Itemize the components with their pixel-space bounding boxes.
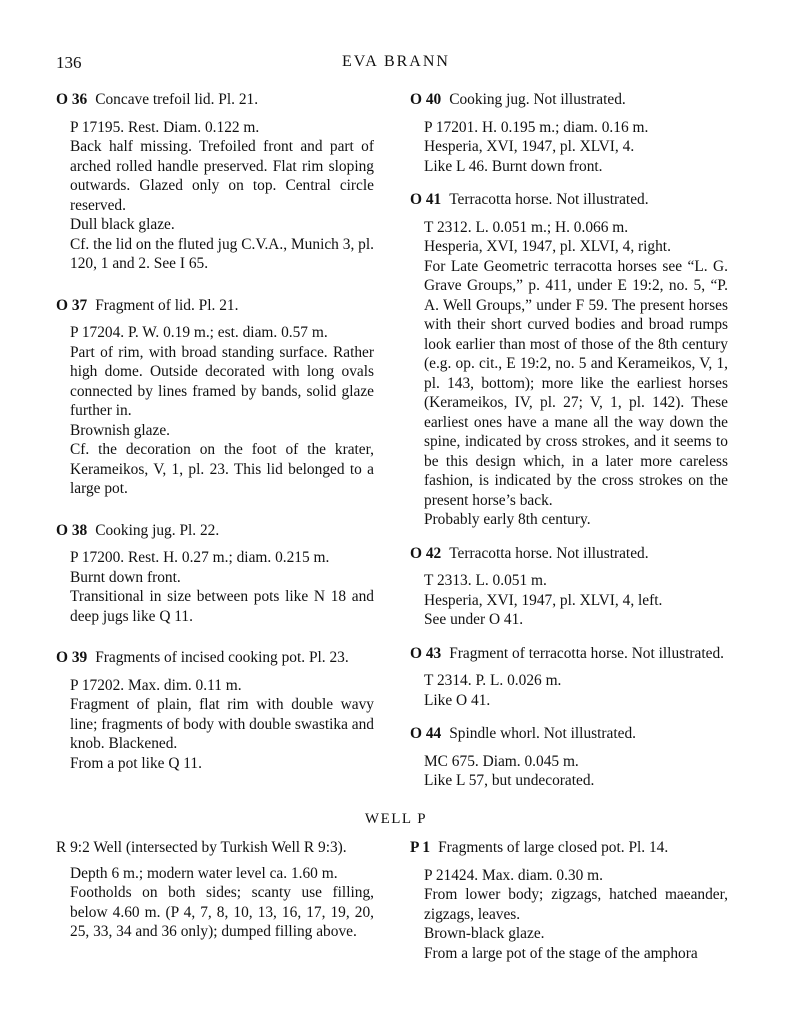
entry-reference: Hesperia, XVI, 1947, pl. XLVI, 4. [424,138,635,155]
well-location: R 9:2 Well (intersected by Turkish Well R 9:3). [56,839,347,856]
entry-id: O 42 [410,544,442,562]
page-number: 136 [56,53,82,72]
entry-comparison: From a large pot of the stage of the amphora [424,944,698,962]
entry-comparison: From a pot like Q 11. [70,754,202,772]
catalogue-entry [410,90,728,176]
entry-glaze: Brownish glaze. [70,421,171,439]
entry-comparison: Like L 46. Burnt down front. [424,157,603,175]
well-description [56,838,374,942]
entry-comparison: See under O 41. [424,611,524,628]
entry-title: Fragments of large closed pot. Pl. 14. [438,839,669,856]
catalogue-entry [410,544,728,630]
entry-title: Cooking jug. Pl. 22. [95,521,220,539]
section-heading: WELL P [364,811,428,827]
entry-id: O 38 [56,521,88,539]
entry-id: P 1 [410,839,431,856]
catalogue-entry [56,521,374,627]
entry-inventory: T 2313. L. 0.051 m. [424,572,547,589]
entry-description: Burnt down front. [70,568,181,586]
catalogue-entry [56,296,374,499]
entry-id: O 40 [410,91,442,108]
entry-inventory: T 2314. P. L. 0.026 m. [424,672,562,689]
entry-inventory: T 2312. L. 0.051 m.; H. 0.066 m. [424,218,629,236]
entry-discussion: For Late Geometric terracotta horses see “L. G. Grave Groups,” p. 411, under E 19:2, no. 5, “P. A. Well Groups,” under F 59. The present horses with their short curved bodies and broad rumps look earlier than most of those of the 8th century (e.g. op. cit., E 19:2, no. 5 and Kerameikos, V, 1, pl. 143, bottom); more like the earliest horses (Kerameikos, IV, pl. 27; V, 1, pl. 142). These earliest ones have a mane all the way down the spine, indicated by cross strokes, and it seems to be this design which, in a later more careless fashion, is indicated by the cross strokes on the present horse’s back. [424,257,728,509]
entry-comparison: Like L 57, but undecorated. [424,772,595,789]
entry-id: O 44 [410,725,442,742]
entry-title: Fragment of lid. Pl. 21. [95,296,239,314]
entry-id: O 37 [56,296,88,314]
entry-id: O 36 [56,91,88,108]
well-footholds: Footholds on both sides; scanty use filling, below 4.60 m. (P 4, 7, 8, 10, 13, 16, 17, 19, 20, 25, 33, 34 and 36 only); dumped filling above. [70,884,374,940]
entry-glaze: Brown-black glaze. [424,925,545,942]
entry-inventory: P 17202. Max. dim. 0.11 m. [70,676,242,694]
entry-title: Fragments of incised cooking pot. Pl. 23. [95,649,349,666]
entry-inventory: P 21424. Max. diam. 0.30 m. [424,866,603,884]
entry-title: Concave trefoil lid. Pl. 21. [95,91,259,108]
catalogue-entry [410,838,728,963]
entry-date: Probably early 8th century. [424,511,591,528]
entry-comparison: Like O 41. [424,691,491,709]
entry-title: Terracotta horse. Not illustrated. [449,191,649,208]
entry-title: Terracotta horse. Not illustrated. [449,544,649,562]
well-depth: Depth 6 m.; modern water level ca. 1.60 m. [70,864,338,882]
entry-id: O 39 [56,649,88,666]
entry-description: Back half missing. Trefoiled front and part of arched rolled handle preserved. Flat rim sloping outwards. Glazed only on top. Central circle reserved. [70,138,374,214]
entry-title: Fragment of terracotta horse. Not illustrated. [449,644,725,662]
left-column [56,90,374,787]
entry-description: From lower body; zigzags, hatched maeander, zigzags, leaves. [424,886,728,923]
entry-glaze: Dull black glaze. [70,216,175,233]
catalogue-entry [410,644,728,711]
entry-comparison: Transitional in size between pots like N 18 and deep jugs like Q 11. [70,588,374,625]
entry-description: Part of rim, with broad standing surface. Rather high dome. Outside decorated with long ovals connected by lines framed by bands, solid glaze further in. [70,343,374,419]
entry-id: O 41 [410,191,442,208]
entry-comparison: Cf. the decoration on the foot of the krater, Kerameikos, V, 1, pl. 23. This lid belonged to a large pot. [70,441,374,497]
entry-description: Fragment of plain, flat rim with double wavy line; fragments of body with double swastika and knob. Blackened. [70,696,374,752]
entry-inventory: P 17200. Rest. H. 0.27 m.; diam. 0.215 m. [70,549,330,566]
right-column [410,90,728,805]
entry-inventory: MC 675. Diam. 0.045 m. [424,752,579,770]
catalogue-entry [56,648,374,773]
catalogue-entry [56,90,374,274]
running-title: EVA BRANN [342,53,450,70]
entry-reference: Hesperia, XVI, 1947, pl. XLVI, 4, left. [424,591,663,609]
entry-inventory: P 17204. P. W. 0.19 m.; est. diam. 0.57 m. [70,324,328,341]
entry-title: Spindle whorl. Not illustrated. [449,725,637,742]
catalogue-entry [410,190,728,530]
entry-comparison: Cf. the lid on the fluted jug C.V.A., Munich 3, pl. 120, 1 and 2. See I 65. [70,235,374,272]
entry-id: O 43 [410,644,442,662]
entry-title: Cooking jug. Not illustrated. [449,91,626,108]
entry-inventory: P 17195. Rest. Diam. 0.122 m. [70,118,260,136]
entry-inventory: P 17201. H. 0.195 m.; diam. 0.16 m. [424,118,649,136]
catalogue-entry [410,724,728,791]
entry-reference: Hesperia, XVI, 1947, pl. XLVI, 4, right. [424,238,671,255]
